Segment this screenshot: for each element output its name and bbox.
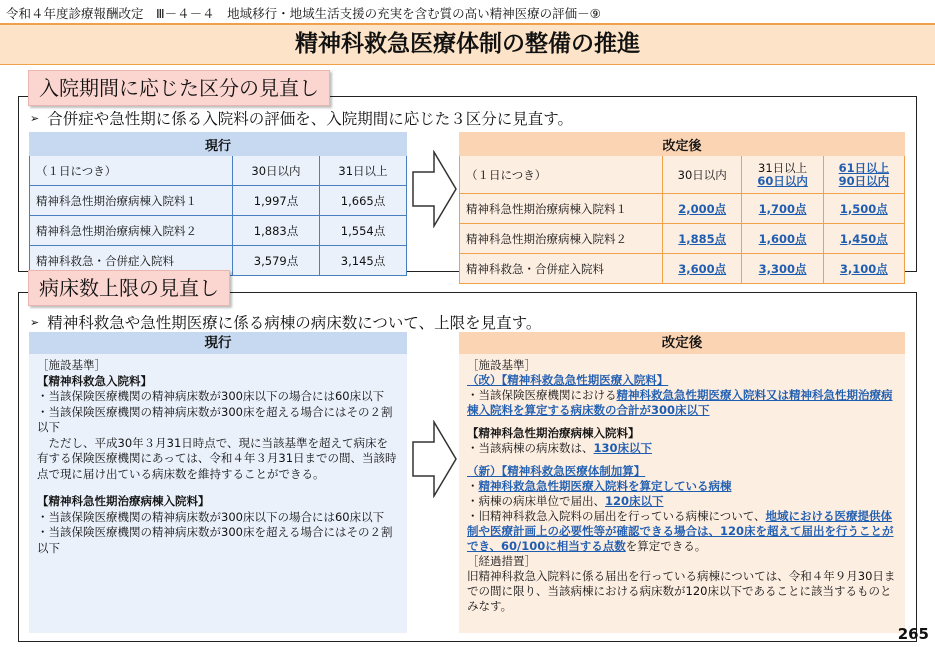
text-line: ・当該保険医療機関の精神病床数が300床以下の場合には60床以下 <box>37 509 385 524</box>
text-run: 120床以下 <box>605 494 664 508</box>
text-run: 130床以下 <box>593 441 653 455</box>
revised-col-unit: （１日につき） <box>460 156 663 194</box>
text-run: ・病棟の病床単位で届出、 <box>467 494 605 508</box>
title-rule <box>0 64 935 65</box>
row-label: 精神科急性期治療病棟入院料１ <box>460 194 663 224</box>
text-run: 精神科救急急性期医療入院料を算定している病棟 <box>478 479 732 493</box>
text-line: 【精神科急性期治療病棟入院料】 <box>467 426 640 440</box>
cell: 3,300点 <box>742 254 823 284</box>
section2-lead <box>30 311 541 333</box>
row-label: 精神科急性期治療病棟入院料２ <box>30 216 233 246</box>
current-heading: 現行 <box>30 133 407 156</box>
text-line: ・当該保険医療機関の精神病床数が300床を超える場合にはその２割以下 <box>37 404 393 434</box>
section2-label: 病床数上限の見直し <box>28 270 230 306</box>
cell: 1,554点 <box>320 216 407 246</box>
text-run: ・ <box>467 479 479 493</box>
cell: 1,665点 <box>320 186 407 216</box>
cell: 1,997点 <box>233 186 320 216</box>
section2-current-panel <box>29 332 407 633</box>
text-run: ・当該病棟の病床数は、 <box>467 441 594 455</box>
cell: 3,100点 <box>823 254 904 284</box>
revised-col-60: 60日以内 <box>757 173 808 188</box>
table-row <box>30 216 407 246</box>
text-run: ・当該保険医療機関における <box>467 388 617 402</box>
bullet-arrow-icon: ➢ <box>30 112 40 125</box>
section2-revised-panel <box>459 332 905 633</box>
text-line: ［施設基準］ <box>467 358 536 372</box>
section2-lead-text: 精神科救急や急性期医療に係る病棟の病床数について、上限を見直す。 <box>47 314 542 332</box>
section1-lead-text: 合併症や急性期に係る入院料の評価を、入院期間に応じた３区分に見直す。 <box>47 110 573 128</box>
text-line: ［施設基準］ <box>37 358 106 372</box>
page-number: 265 <box>897 625 929 643</box>
text-line <box>467 441 897 456</box>
text-line: ・当該保険医療機関の精神病床数が300床以下の場合には60床以下 <box>37 389 385 403</box>
revised2-body <box>459 354 905 633</box>
table-row <box>460 194 905 224</box>
text-run: 地域における医療提供体制や医療計画上の必要性等が確認できる場合は、120床を超えて届出を行うことができ、60/100に相当する点数 <box>467 509 894 553</box>
text-line <box>467 494 897 509</box>
text-line <box>467 509 897 554</box>
row-label: 精神科救急・合併症入院料 <box>30 246 233 276</box>
revised-col-61: 61日以上 <box>838 160 890 175</box>
section1-label: 入院期間に応じた区分の見直し <box>28 70 330 106</box>
current-col-unit: （１日につき） <box>30 156 233 186</box>
text-run: ・旧精神科救急入院料の届出を行っている病棟について、 <box>467 509 766 523</box>
current-col-30: 30日以内 <box>233 156 320 186</box>
row-label: 精神科救急・合併症入院料 <box>460 254 663 284</box>
section1-revised-table <box>459 132 905 284</box>
revised-heading: 改定後 <box>460 133 905 156</box>
arrow-right-icon <box>412 420 458 498</box>
text-line <box>467 479 897 494</box>
revised-col-61-90 <box>823 156 904 194</box>
cell: 3,600点 <box>663 254 742 284</box>
text-line: 【精神科救急入院料】 <box>37 373 152 388</box>
text-line <box>467 388 897 418</box>
text-line: 旧精神科救急入院料に係る届出を行っている病棟については、令和４年９月30日までの間に限り、当該病棟における病床数が120床以下であることに該当するものとみなす。 <box>467 569 896 613</box>
bullet-arrow-icon: ➢ <box>30 316 40 329</box>
table-row <box>30 186 407 216</box>
row-label: 精神科急性期治療病棟入院料２ <box>460 224 663 254</box>
text-run: を算定できる。 <box>625 539 707 553</box>
revised-col-31-60 <box>742 156 823 194</box>
cell: 3,145点 <box>320 246 407 276</box>
text-line: ［経過措置］ <box>467 554 536 568</box>
header-line: 令和４年度診療報酬改定 Ⅲ－４－４ 地域移行・地域生活支援の充実を含む質の高い精神医療の評価－⑨ <box>6 6 601 21</box>
text-line: （改）【精神科救急急性期医療入院料】 <box>467 373 669 387</box>
current2-body <box>29 354 407 633</box>
table-row <box>460 224 905 254</box>
current2-heading: 現行 <box>29 332 407 354</box>
cell: 1,700点 <box>742 194 823 224</box>
cell: 1,600点 <box>742 224 823 254</box>
text-line: 【精神科急性期治療病棟入院料】 <box>37 494 210 508</box>
revised-col-30: 30日以内 <box>663 156 742 194</box>
revised-col-90: 90日以内 <box>838 173 890 188</box>
current-col-31: 31日以上 <box>320 156 407 186</box>
cell: 1,883点 <box>233 216 320 246</box>
table-row <box>460 254 905 284</box>
cell: 2,000点 <box>663 194 742 224</box>
arrow-right-icon <box>412 150 458 228</box>
text-line: ただし、平成30年３月31日時点で、現に当該基準を超えて病床を有する保険医療機関にあっては、令和４年３月31日までの間、当該時点で現に届け出ている病床数を維持することができる。 <box>37 435 397 481</box>
row-label: 精神科急性期治療病棟入院料１ <box>30 186 233 216</box>
cell: 1,500点 <box>823 194 904 224</box>
revised2-heading: 改定後 <box>459 332 905 354</box>
text-line: （新）【精神科救急医療体制加算】 <box>467 464 646 478</box>
text-run: 精神科救急急性期医療入院料又は精神科急性期治療病棟入院料を算定する病床数の合計が300床以下 <box>467 388 893 417</box>
cell: 1,885点 <box>663 224 742 254</box>
section1-current-table <box>29 132 407 276</box>
text-line: ・当該保険医療機関の精神病床数が300床を超える場合にはその２割以下 <box>37 525 393 555</box>
cell: 3,579点 <box>233 246 320 276</box>
cell: 1,450点 <box>823 224 904 254</box>
page-title: 精神科救急医療体制の整備の推進 <box>0 25 935 64</box>
section1-lead <box>30 107 573 129</box>
revised-col-31: 31日以上 <box>758 160 808 175</box>
